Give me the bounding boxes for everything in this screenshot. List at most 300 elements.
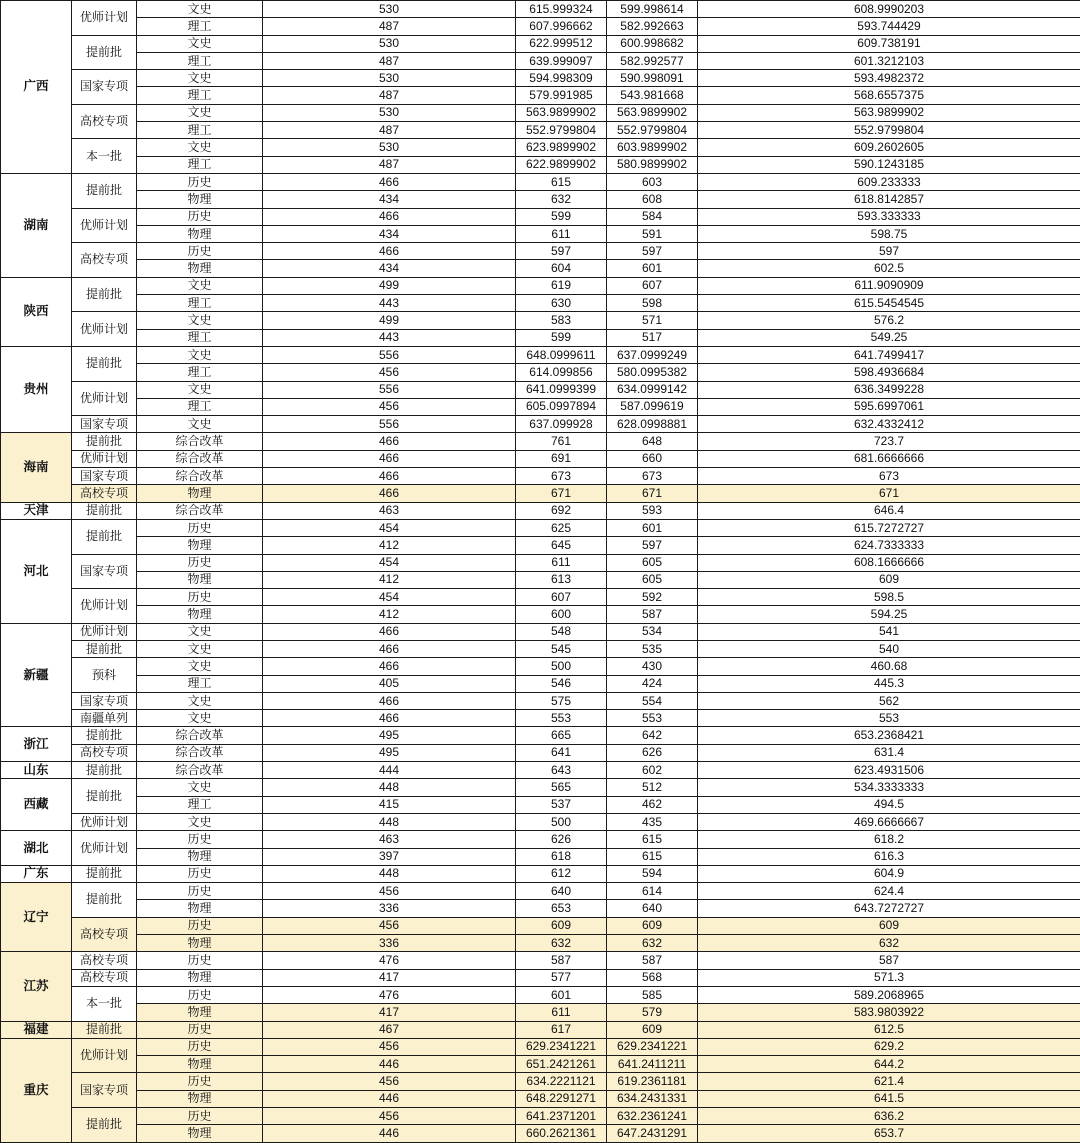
subject-cell: 物理 bbox=[137, 537, 263, 554]
table-row bbox=[1, 70, 1080, 87]
subject-cell: 文史 bbox=[137, 779, 263, 796]
max-score-cell: 637.099928 bbox=[516, 416, 607, 433]
subject-cell: 文史 bbox=[137, 710, 263, 727]
subject-cell: 文史 bbox=[137, 381, 263, 398]
province-cell: 西藏 bbox=[1, 779, 72, 831]
subject-cell: 理工 bbox=[137, 675, 263, 692]
subject-cell: 历史 bbox=[137, 208, 263, 225]
max-score-cell: 587 bbox=[516, 952, 607, 969]
max-score-cell: 626 bbox=[516, 831, 607, 848]
table-row bbox=[1, 502, 1080, 519]
control-line-cell: 467 bbox=[263, 1021, 516, 1038]
table-row bbox=[1, 779, 1080, 796]
table-row bbox=[1, 762, 1080, 779]
subject-cell: 物理 bbox=[137, 848, 263, 865]
max-score-cell: 601 bbox=[516, 986, 607, 1003]
control-line-cell: 487 bbox=[263, 18, 516, 35]
table-row bbox=[1, 87, 1080, 104]
subject-cell: 文史 bbox=[137, 813, 263, 830]
avg-score-cell: 601.3212103 bbox=[698, 52, 1080, 69]
control-line-cell: 456 bbox=[263, 917, 516, 934]
control-line-cell: 556 bbox=[263, 416, 516, 433]
max-score-cell: 648.0999611 bbox=[516, 346, 607, 363]
subject-cell: 综合改革 bbox=[137, 744, 263, 761]
avg-score-cell: 618.8142857 bbox=[698, 191, 1080, 208]
table-row bbox=[1, 692, 1080, 709]
table-row bbox=[1, 623, 1080, 640]
batch-cell: 高校专项 bbox=[72, 485, 137, 502]
subject-cell: 历史 bbox=[137, 1021, 263, 1038]
max-score-cell: 612 bbox=[516, 865, 607, 882]
min-score-cell: 568 bbox=[607, 969, 698, 986]
control-line-cell: 336 bbox=[263, 900, 516, 917]
max-score-cell: 691 bbox=[516, 450, 607, 467]
control-line-cell: 530 bbox=[263, 1, 516, 18]
min-score-cell: 599.998614 bbox=[607, 1, 698, 18]
batch-cell: 优师计划 bbox=[72, 208, 137, 243]
avg-score-cell: 631.4 bbox=[698, 744, 1080, 761]
batch-cell: 提前批 bbox=[72, 346, 137, 381]
avg-score-cell: 608.1666666 bbox=[698, 554, 1080, 571]
province-cell: 江苏 bbox=[1, 952, 72, 1021]
batch-cell: 提前批 bbox=[72, 762, 137, 779]
batch-cell: 提前批 bbox=[72, 35, 137, 70]
subject-cell: 物理 bbox=[137, 1090, 263, 1107]
max-score-cell: 625 bbox=[516, 519, 607, 536]
avg-score-cell: 615.5454545 bbox=[698, 295, 1080, 312]
table-row bbox=[1, 675, 1080, 692]
control-line-cell: 412 bbox=[263, 571, 516, 588]
control-line-cell: 487 bbox=[263, 52, 516, 69]
subject-cell: 理工 bbox=[137, 87, 263, 104]
control-line-cell: 530 bbox=[263, 35, 516, 52]
min-score-cell: 435 bbox=[607, 813, 698, 830]
min-score-cell: 634.2431331 bbox=[607, 1090, 698, 1107]
max-score-cell: 614.099856 bbox=[516, 364, 607, 381]
min-score-cell: 579 bbox=[607, 1004, 698, 1021]
table-row bbox=[1, 606, 1080, 623]
avg-score-cell: 618.2 bbox=[698, 831, 1080, 848]
control-line-cell: 466 bbox=[263, 208, 516, 225]
avg-score-cell: 494.5 bbox=[698, 796, 1080, 813]
min-score-cell: 609 bbox=[607, 1021, 698, 1038]
max-score-cell: 611 bbox=[516, 225, 607, 242]
batch-cell: 高校专项 bbox=[72, 243, 137, 278]
table-row bbox=[1, 744, 1080, 761]
table-row bbox=[1, 52, 1080, 69]
control-line-cell: 417 bbox=[263, 969, 516, 986]
avg-score-cell: 632.4332412 bbox=[698, 416, 1080, 433]
table-row bbox=[1, 468, 1080, 485]
control-line-cell: 466 bbox=[263, 450, 516, 467]
max-score-cell: 500 bbox=[516, 658, 607, 675]
min-score-cell: 629.2341221 bbox=[607, 1038, 698, 1055]
avg-score-cell: 646.4 bbox=[698, 502, 1080, 519]
province-cell: 湖南 bbox=[1, 173, 72, 277]
min-score-cell: 580.0995382 bbox=[607, 364, 698, 381]
min-score-cell: 552.9799804 bbox=[607, 122, 698, 139]
min-score-cell: 615 bbox=[607, 848, 698, 865]
max-score-cell: 692 bbox=[516, 502, 607, 519]
control-line-cell: 456 bbox=[263, 364, 516, 381]
province-cell: 天津 bbox=[1, 502, 72, 519]
province-cell: 辽宁 bbox=[1, 883, 72, 952]
control-line-cell: 487 bbox=[263, 156, 516, 173]
batch-cell: 高校专项 bbox=[72, 969, 137, 986]
subject-cell: 物理 bbox=[137, 1056, 263, 1073]
min-score-cell: 597 bbox=[607, 537, 698, 554]
avg-score-cell: 636.2 bbox=[698, 1108, 1080, 1125]
control-line-cell: 466 bbox=[263, 173, 516, 190]
table-row bbox=[1, 295, 1080, 312]
min-score-cell: 603.9899902 bbox=[607, 139, 698, 156]
avg-score-cell: 549.25 bbox=[698, 329, 1080, 346]
table-row bbox=[1, 398, 1080, 415]
max-score-cell: 648.2291271 bbox=[516, 1090, 607, 1107]
table-row bbox=[1, 883, 1080, 900]
province-cell: 海南 bbox=[1, 433, 72, 502]
min-score-cell: 602 bbox=[607, 762, 698, 779]
subject-cell: 历史 bbox=[137, 831, 263, 848]
control-line-cell: 444 bbox=[263, 762, 516, 779]
control-line-cell: 466 bbox=[263, 623, 516, 640]
max-score-cell: 599 bbox=[516, 208, 607, 225]
avg-score-cell: 563.9899902 bbox=[698, 104, 1080, 121]
max-score-cell: 665 bbox=[516, 727, 607, 744]
max-score-cell: 600 bbox=[516, 606, 607, 623]
avg-score-cell: 594.25 bbox=[698, 606, 1080, 623]
max-score-cell: 594.998309 bbox=[516, 70, 607, 87]
avg-score-cell: 552.9799804 bbox=[698, 122, 1080, 139]
min-score-cell: 605 bbox=[607, 571, 698, 588]
control-line-cell: 434 bbox=[263, 260, 516, 277]
max-score-cell: 622.999512 bbox=[516, 35, 607, 52]
table-row bbox=[1, 1090, 1080, 1107]
max-score-cell: 579.991985 bbox=[516, 87, 607, 104]
min-score-cell: 591 bbox=[607, 225, 698, 242]
control-line-cell: 466 bbox=[263, 243, 516, 260]
subject-cell: 物理 bbox=[137, 1004, 263, 1021]
avg-score-cell: 598.5 bbox=[698, 589, 1080, 606]
min-score-cell: 554 bbox=[607, 692, 698, 709]
table-row bbox=[1, 848, 1080, 865]
min-score-cell: 580.9899902 bbox=[607, 156, 698, 173]
avg-score-cell: 609.2602605 bbox=[698, 139, 1080, 156]
max-score-cell: 500 bbox=[516, 813, 607, 830]
batch-cell: 优师计划 bbox=[72, 450, 137, 467]
province-cell: 新疆 bbox=[1, 623, 72, 727]
subject-cell: 理工 bbox=[137, 52, 263, 69]
max-score-cell: 565 bbox=[516, 779, 607, 796]
control-line-cell: 446 bbox=[263, 1056, 516, 1073]
max-score-cell: 629.2341221 bbox=[516, 1038, 607, 1055]
subject-cell: 历史 bbox=[137, 1038, 263, 1055]
max-score-cell: 552.9799804 bbox=[516, 122, 607, 139]
max-score-cell: 609 bbox=[516, 917, 607, 934]
max-score-cell: 641 bbox=[516, 744, 607, 761]
table-row bbox=[1, 104, 1080, 121]
subject-cell: 文史 bbox=[137, 416, 263, 433]
control-line-cell: 466 bbox=[263, 433, 516, 450]
control-line-cell: 463 bbox=[263, 502, 516, 519]
avg-score-cell: 583.9803922 bbox=[698, 1004, 1080, 1021]
avg-score-cell: 609 bbox=[698, 917, 1080, 934]
batch-cell: 国家专项 bbox=[72, 416, 137, 433]
min-score-cell: 626 bbox=[607, 744, 698, 761]
table-row bbox=[1, 1056, 1080, 1073]
min-score-cell: 593 bbox=[607, 502, 698, 519]
table-row bbox=[1, 969, 1080, 986]
province-cell: 贵州 bbox=[1, 346, 72, 432]
table-row bbox=[1, 710, 1080, 727]
subject-cell: 文史 bbox=[137, 139, 263, 156]
province-cell: 重庆 bbox=[1, 1038, 72, 1142]
batch-cell: 提前批 bbox=[72, 502, 137, 519]
min-score-cell: 597 bbox=[607, 243, 698, 260]
control-line-cell: 499 bbox=[263, 277, 516, 294]
subject-cell: 物理 bbox=[137, 1125, 263, 1142]
min-score-cell: 637.0999249 bbox=[607, 346, 698, 363]
min-score-cell: 648 bbox=[607, 433, 698, 450]
avg-score-cell: 598.4936684 bbox=[698, 364, 1080, 381]
control-line-cell: 456 bbox=[263, 398, 516, 415]
subject-cell: 文史 bbox=[137, 1, 263, 18]
batch-cell: 提前批 bbox=[72, 433, 137, 450]
max-score-cell: 653 bbox=[516, 900, 607, 917]
control-line-cell: 456 bbox=[263, 1108, 516, 1125]
subject-cell: 物理 bbox=[137, 260, 263, 277]
batch-cell: 提前批 bbox=[72, 277, 137, 312]
batch-cell: 国家专项 bbox=[72, 70, 137, 105]
control-line-cell: 466 bbox=[263, 692, 516, 709]
avg-score-cell: 621.4 bbox=[698, 1073, 1080, 1090]
avg-score-cell: 653.2368421 bbox=[698, 727, 1080, 744]
avg-score-cell: 568.6557375 bbox=[698, 87, 1080, 104]
subject-cell: 历史 bbox=[137, 986, 263, 1003]
min-score-cell: 587 bbox=[607, 952, 698, 969]
control-line-cell: 556 bbox=[263, 381, 516, 398]
avg-score-cell: 653.7 bbox=[698, 1125, 1080, 1142]
table-row bbox=[1, 831, 1080, 848]
table-row bbox=[1, 537, 1080, 554]
min-score-cell: 571 bbox=[607, 312, 698, 329]
batch-cell: 高校专项 bbox=[72, 917, 137, 952]
control-line-cell: 556 bbox=[263, 346, 516, 363]
max-score-cell: 575 bbox=[516, 692, 607, 709]
table-row bbox=[1, 1021, 1080, 1038]
batch-cell: 本一批 bbox=[72, 986, 137, 1021]
avg-score-cell: 623.4931506 bbox=[698, 762, 1080, 779]
min-score-cell: 553 bbox=[607, 710, 698, 727]
control-line-cell: 443 bbox=[263, 329, 516, 346]
control-line-cell: 415 bbox=[263, 796, 516, 813]
control-line-cell: 417 bbox=[263, 1004, 516, 1021]
table-row bbox=[1, 865, 1080, 882]
batch-cell: 高校专项 bbox=[72, 104, 137, 139]
avg-score-cell: 602.5 bbox=[698, 260, 1080, 277]
min-score-cell: 582.992663 bbox=[607, 18, 698, 35]
subject-cell: 物理 bbox=[137, 191, 263, 208]
batch-cell: 高校专项 bbox=[72, 952, 137, 969]
batch-cell: 提前批 bbox=[72, 519, 137, 554]
max-score-cell: 671 bbox=[516, 485, 607, 502]
batch-cell: 优师计划 bbox=[72, 813, 137, 830]
max-score-cell: 639.999097 bbox=[516, 52, 607, 69]
max-score-cell: 563.9899902 bbox=[516, 104, 607, 121]
avg-score-cell: 576.2 bbox=[698, 312, 1080, 329]
table-row bbox=[1, 554, 1080, 571]
avg-score-cell: 624.7333333 bbox=[698, 537, 1080, 554]
avg-score-cell: 671 bbox=[698, 485, 1080, 502]
subject-cell: 历史 bbox=[137, 1108, 263, 1125]
province-cell: 广东 bbox=[1, 865, 72, 882]
max-score-cell: 599 bbox=[516, 329, 607, 346]
subject-cell: 理工 bbox=[137, 398, 263, 415]
table-row bbox=[1, 986, 1080, 1003]
table-row bbox=[1, 640, 1080, 657]
control-line-cell: 495 bbox=[263, 727, 516, 744]
max-score-cell: 623.9899902 bbox=[516, 139, 607, 156]
table-row bbox=[1, 156, 1080, 173]
avg-score-cell: 604.9 bbox=[698, 865, 1080, 882]
avg-score-cell: 597 bbox=[698, 243, 1080, 260]
control-line-cell: 454 bbox=[263, 554, 516, 571]
min-score-cell: 534 bbox=[607, 623, 698, 640]
min-score-cell: 590.998091 bbox=[607, 70, 698, 87]
table-row bbox=[1, 589, 1080, 606]
province-cell: 河北 bbox=[1, 519, 72, 623]
control-line-cell: 434 bbox=[263, 191, 516, 208]
min-score-cell: 601 bbox=[607, 519, 698, 536]
min-score-cell: 615 bbox=[607, 831, 698, 848]
avg-score-cell: 641.5 bbox=[698, 1090, 1080, 1107]
min-score-cell: 628.0998881 bbox=[607, 416, 698, 433]
control-line-cell: 476 bbox=[263, 986, 516, 1003]
table-row bbox=[1, 18, 1080, 35]
batch-cell: 优师计划 bbox=[72, 1, 137, 36]
subject-cell: 综合改革 bbox=[137, 468, 263, 485]
control-line-cell: 487 bbox=[263, 87, 516, 104]
table-row bbox=[1, 952, 1080, 969]
subject-cell: 历史 bbox=[137, 917, 263, 934]
province-cell: 广西 bbox=[1, 1, 72, 174]
min-score-cell: 673 bbox=[607, 468, 698, 485]
subject-cell: 历史 bbox=[137, 173, 263, 190]
max-score-cell: 660.2621361 bbox=[516, 1125, 607, 1142]
table-row bbox=[1, 658, 1080, 675]
subject-cell: 理工 bbox=[137, 329, 263, 346]
min-score-cell: 517 bbox=[607, 329, 698, 346]
avg-score-cell: 609.233333 bbox=[698, 173, 1080, 190]
subject-cell: 历史 bbox=[137, 865, 263, 882]
table-row bbox=[1, 433, 1080, 450]
table-row bbox=[1, 346, 1080, 363]
max-score-cell: 622.9899902 bbox=[516, 156, 607, 173]
control-line-cell: 466 bbox=[263, 468, 516, 485]
subject-cell: 文史 bbox=[137, 312, 263, 329]
province-cell: 福建 bbox=[1, 1021, 72, 1038]
table-row bbox=[1, 900, 1080, 917]
avg-score-cell: 587 bbox=[698, 952, 1080, 969]
subject-cell: 综合改革 bbox=[137, 433, 263, 450]
table-body bbox=[1, 1, 1080, 1143]
avg-score-cell: 562 bbox=[698, 692, 1080, 709]
batch-cell: 国家专项 bbox=[72, 692, 137, 709]
province-cell: 湖北 bbox=[1, 831, 72, 866]
min-score-cell: 605 bbox=[607, 554, 698, 571]
min-score-cell: 535 bbox=[607, 640, 698, 657]
min-score-cell: 642 bbox=[607, 727, 698, 744]
avg-score-cell: 643.7272727 bbox=[698, 900, 1080, 917]
table-row bbox=[1, 727, 1080, 744]
subject-cell: 文史 bbox=[137, 70, 263, 87]
min-score-cell: 601 bbox=[607, 260, 698, 277]
table-row bbox=[1, 277, 1080, 294]
batch-cell: 提前批 bbox=[72, 173, 137, 208]
table-row bbox=[1, 1073, 1080, 1090]
min-score-cell: 614 bbox=[607, 883, 698, 900]
max-score-cell: 619 bbox=[516, 277, 607, 294]
batch-cell: 提前批 bbox=[72, 727, 137, 744]
subject-cell: 历史 bbox=[137, 883, 263, 900]
control-line-cell: 456 bbox=[263, 1073, 516, 1090]
control-line-cell: 466 bbox=[263, 640, 516, 657]
table-row bbox=[1, 35, 1080, 52]
min-score-cell: 594 bbox=[607, 865, 698, 882]
control-line-cell: 336 bbox=[263, 935, 516, 952]
control-line-cell: 448 bbox=[263, 779, 516, 796]
avg-score-cell: 636.3499228 bbox=[698, 381, 1080, 398]
control-line-cell: 454 bbox=[263, 519, 516, 536]
control-line-cell: 448 bbox=[263, 813, 516, 830]
min-score-cell: 585 bbox=[607, 986, 698, 1003]
avg-score-cell: 593.4982372 bbox=[698, 70, 1080, 87]
max-score-cell: 632 bbox=[516, 935, 607, 952]
table-row bbox=[1, 450, 1080, 467]
max-score-cell: 640 bbox=[516, 883, 607, 900]
table-row bbox=[1, 1125, 1080, 1142]
min-score-cell: 632 bbox=[607, 935, 698, 952]
avg-score-cell: 571.3 bbox=[698, 969, 1080, 986]
min-score-cell: 619.2361181 bbox=[607, 1073, 698, 1090]
batch-cell: 优师计划 bbox=[72, 623, 137, 640]
subject-cell: 文史 bbox=[137, 104, 263, 121]
avg-score-cell: 681.6666666 bbox=[698, 450, 1080, 467]
avg-score-cell: 460.68 bbox=[698, 658, 1080, 675]
avg-score-cell: 616.3 bbox=[698, 848, 1080, 865]
control-line-cell: 466 bbox=[263, 658, 516, 675]
min-score-cell: 600.998682 bbox=[607, 35, 698, 52]
min-score-cell: 582.992577 bbox=[607, 52, 698, 69]
batch-cell: 提前批 bbox=[72, 1108, 137, 1143]
max-score-cell: 607 bbox=[516, 589, 607, 606]
avg-score-cell: 632 bbox=[698, 935, 1080, 952]
max-score-cell: 548 bbox=[516, 623, 607, 640]
max-score-cell: 613 bbox=[516, 571, 607, 588]
batch-cell: 提前批 bbox=[72, 883, 137, 918]
control-line-cell: 446 bbox=[263, 1125, 516, 1142]
max-score-cell: 611 bbox=[516, 554, 607, 571]
table-row bbox=[1, 312, 1080, 329]
table-row bbox=[1, 796, 1080, 813]
province-cell: 陕西 bbox=[1, 277, 72, 346]
subject-cell: 理工 bbox=[137, 156, 263, 173]
max-score-cell: 651.2421261 bbox=[516, 1056, 607, 1073]
table-row bbox=[1, 329, 1080, 346]
batch-cell: 高校专项 bbox=[72, 744, 137, 761]
avg-score-cell: 612.5 bbox=[698, 1021, 1080, 1038]
batch-cell: 南疆单列 bbox=[72, 710, 137, 727]
